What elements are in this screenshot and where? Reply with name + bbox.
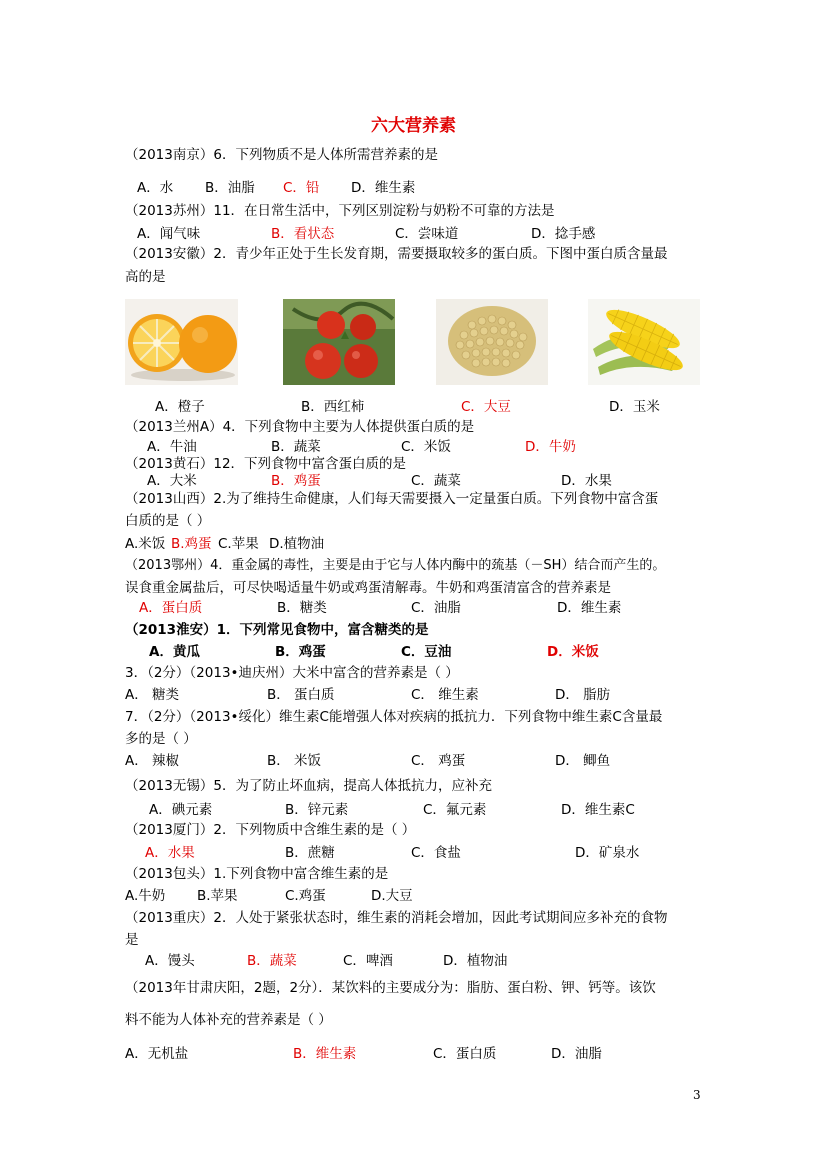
question-stem: （2013包头）1.下列食物中富含维生素的是 [125, 866, 389, 882]
option-a: A．闻气味 [137, 226, 201, 242]
option-c: C． 鸡蛋 [411, 753, 466, 769]
option-b-answer: B．鸡蛋 [271, 473, 321, 489]
option-a: A．大米 [147, 473, 197, 489]
option-d: D．捻手感 [531, 226, 596, 242]
option-c: C．蔬菜 [411, 473, 461, 489]
option-c: C．米饭 [401, 439, 451, 455]
question-stem: （2013安徽）2．青少年正处于生长发育期，需要摄取较多的蛋白质。下图中蛋白质含量最 [125, 246, 668, 262]
option-d: D．矿泉水 [575, 845, 640, 861]
orange-icon [125, 299, 238, 385]
option-b-answer: B．维生素 [293, 1046, 357, 1062]
question-stem: （2013年甘肃庆阳，2题，2分）．某饮料的主要成分为：脂肪、蛋白粉、钾、钙等。该饮 [125, 980, 656, 996]
option-b: B．蔬菜 [271, 439, 321, 455]
question-stem: （2013重庆）2．人处于紧张状态时，维生素的消耗会增加，因此考试期间应多补充的食物 [125, 910, 668, 926]
question-stem: （2013无锡）5．为了防止坏血病，提高人体抵抗力，应补充 [125, 778, 492, 794]
question-stem: （2013苏州）11．在日常生活中，下列区别淀粉与奶粉不可靠的方法是 [125, 203, 555, 219]
question-stem-cont: 误食重金属盐后，可尽快喝适量牛奶或鸡蛋清解毒。牛奶和鸡蛋清富含的营养素是 [125, 580, 611, 596]
page-number: 3 [693, 1088, 701, 1102]
option-a: A． 辣椒 [125, 753, 180, 769]
option-a-answer: A．蛋白质 [139, 600, 203, 616]
option-a: A．水 [137, 180, 174, 196]
option-c: C．蛋白质 [433, 1046, 497, 1062]
option-d: D．维生素C [561, 802, 635, 818]
option-b: B．油脂 [205, 180, 255, 196]
option-b: B． 蛋白质 [267, 687, 335, 703]
question-stem: （2013淮安）1．下列常见食物中，富含糖类的是 [125, 622, 429, 638]
option-c: C.鸡蛋 [285, 888, 326, 904]
option-d: D． 脂肪 [555, 687, 611, 703]
option-d: D.植物油 [269, 536, 325, 552]
option-d: D． 鲫鱼 [555, 753, 611, 769]
option-d: D．维生素 [557, 600, 622, 616]
option-b-answer: B.鸡蛋 [171, 536, 212, 552]
question-stem: （2013鄂州）4．重金属的毒性，主要是由于它与人体内酶中的巯基（－SH）结合而产生的。 [125, 558, 666, 573]
question-stem-cont: 料不能为人体补充的营养素是（ ） [125, 1012, 332, 1028]
question-stem-cont: 白质的是（ ） [125, 513, 211, 529]
option-c: C．尝味道 [395, 226, 459, 242]
question-stem: （2013黄石）12．下列食物中富含蛋白质的是 [125, 456, 407, 472]
option-b: B．蔗糖 [285, 845, 335, 861]
option-c: C． 维生素 [411, 687, 479, 703]
option-a: A． 糖类 [125, 687, 180, 703]
option-c-answer: C．铅 [283, 180, 320, 196]
option-a: A.米饭 [125, 536, 166, 552]
page-title: 六大营养素 [371, 116, 456, 136]
option-c: C．豆油 [401, 644, 452, 660]
option-b: B．鸡蛋 [275, 644, 326, 660]
question-stem-cont: 是 [125, 932, 139, 948]
option-b: B．锌元素 [285, 802, 349, 818]
option-d: D．维生素 [351, 180, 416, 196]
question-stem-cont: 多的是（ ） [125, 731, 197, 747]
option-d: D．植物油 [443, 953, 508, 969]
option-d: D.大豆 [371, 888, 413, 904]
option-a-answer: A．水果 [145, 845, 195, 861]
option-d: D．油脂 [551, 1046, 602, 1062]
option-c-answer: C．大豆 [461, 399, 511, 415]
option-b-answer: B．蔬菜 [247, 953, 297, 969]
option-d-answer: D．牛奶 [525, 439, 576, 455]
soybean-icon [436, 299, 548, 385]
option-a: A.牛奶 [125, 888, 166, 904]
option-b: B．西红柿 [301, 399, 365, 415]
option-b-answer: B．看状态 [271, 226, 335, 242]
option-a: A．馒头 [145, 953, 195, 969]
question-stem-cont: 高的是 [125, 269, 166, 285]
option-a: A．碘元素 [149, 802, 213, 818]
question-stem: （2013兰州A）4．下列食物中主要为人体提供蛋白质的是 [125, 419, 475, 435]
option-d-answer: D．米饭 [547, 644, 599, 660]
option-a: A．橙子 [155, 399, 205, 415]
option-b: B． 米饭 [267, 753, 322, 769]
question-stem: （2013南京）6．下列物质不是人体所需营养素的是 [125, 147, 438, 163]
option-d: D．玉米 [609, 399, 660, 415]
option-b: B.苹果 [197, 888, 238, 904]
question-stem: 7．（2分）（2013•绥化）维生素C能增强人体对疾病的抵抗力．下列食物中维生素C含量最 [125, 709, 663, 725]
option-c: C．油脂 [411, 600, 461, 616]
question-stem: （2013山西）2.为了维持生命健康，人们每天需要摄入一定量蛋白质。下列食物中富含蛋 [125, 491, 659, 507]
question-stem: 3．（2分）（2013•迪庆州）大米中富含的营养素是（ ） [125, 665, 459, 681]
option-a: A．黄瓜 [149, 644, 200, 660]
question-stem: （2013厦门）2．下列物质中含维生素的是（ ） [125, 822, 416, 838]
option-c: C．氟元素 [423, 802, 487, 818]
tomato-icon [283, 299, 395, 385]
option-d: D．水果 [561, 473, 612, 489]
option-c: C．食盐 [411, 845, 461, 861]
option-c: C．啤酒 [343, 953, 393, 969]
option-b: B．糖类 [277, 600, 327, 616]
corn-icon [588, 299, 700, 385]
option-a: A．牛油 [147, 439, 197, 455]
option-c: C.苹果 [218, 536, 259, 552]
option-a: A．无机盐 [125, 1046, 189, 1062]
